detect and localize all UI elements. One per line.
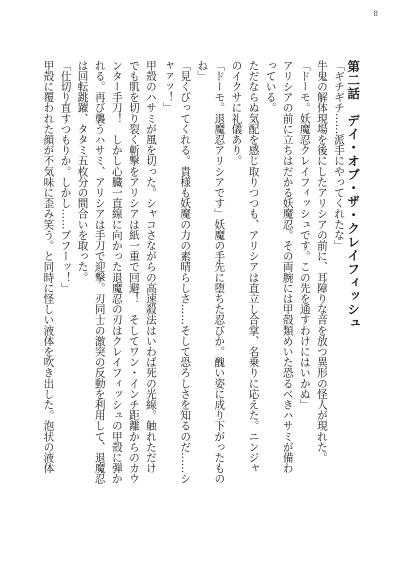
text-line: ンター手刀！ しかし心臓一直線に向かった退魔忍の刃はクレイフィッシュの甲殻に弾か (110, 60, 123, 484)
text-line: でも肌を切り裂く斬撃をアリシアは紙一重で回避！ そしてワン・インチ距離からのカウ (127, 60, 140, 484)
text-line: 「仕切り直すつもりか。しかし……ブフーッ！」 (59, 60, 72, 294)
text-line: のイクサに礼儀あり。 (230, 60, 243, 166)
text-line: 「ドーモ。妖魔忍クレイフィッシュです。この先を通すわけにはいかぬ」 (298, 60, 311, 410)
text-line: ただならぬ気配を感じ取りつつも、アリシアは直立し合掌、名乗りに応えた。ニンジャ (247, 60, 260, 474)
text-line: っている。 (264, 60, 277, 113)
text-line: 甲殻のハサミが風を切った。シャコさながらの高速殺法はいわば死の光線。触れただけ (144, 60, 157, 474)
text-line: アリシアの前に立ちはだかる妖魔忍。その両腕には甲殻類めいた恐るべきハサミが備わ (281, 60, 294, 474)
text-line: 「ドーモ。退魔忍アリシアです」妖魔の手先に堕ちた忍びか。醜い姿に成り下がったもの (213, 60, 226, 484)
text-line: 「見くびってくれる。貴様も妖魔の力の素晴らしさ……そして恐ろしさを知るのだ……シ (179, 60, 192, 484)
text-line: ね」 (196, 60, 209, 82)
text-line: 「ギチギチ……派手にやってくれたな」 (333, 60, 345, 251)
chapter-title: 第二話 デイ・オブ・ザ・クレイフィッシュ (345, 60, 361, 330)
page-number: 8 (373, 10, 378, 18)
text-line: 甲殻に覆われた顔が不気味に歪み笑う。と同時に怪しい液体を吹き出した。泡状の液体 (42, 60, 55, 474)
text-line: は回転跳躍、タタミ五枚分の間合いを取った。 (76, 60, 89, 283)
text-line: ャァッ！」 (162, 60, 175, 113)
body-text (27, 60, 347, 548)
text-line: 牛鬼の解体現場を後にしたアリシアの前に、耳障りな音を放つ異形の怪人が現れた。 (315, 60, 328, 463)
text-line: れる。再び襲うハサミ、アリシアは手刀で迎撃。刃同士の激突の反動を利用して、退魔忍 (93, 60, 106, 484)
